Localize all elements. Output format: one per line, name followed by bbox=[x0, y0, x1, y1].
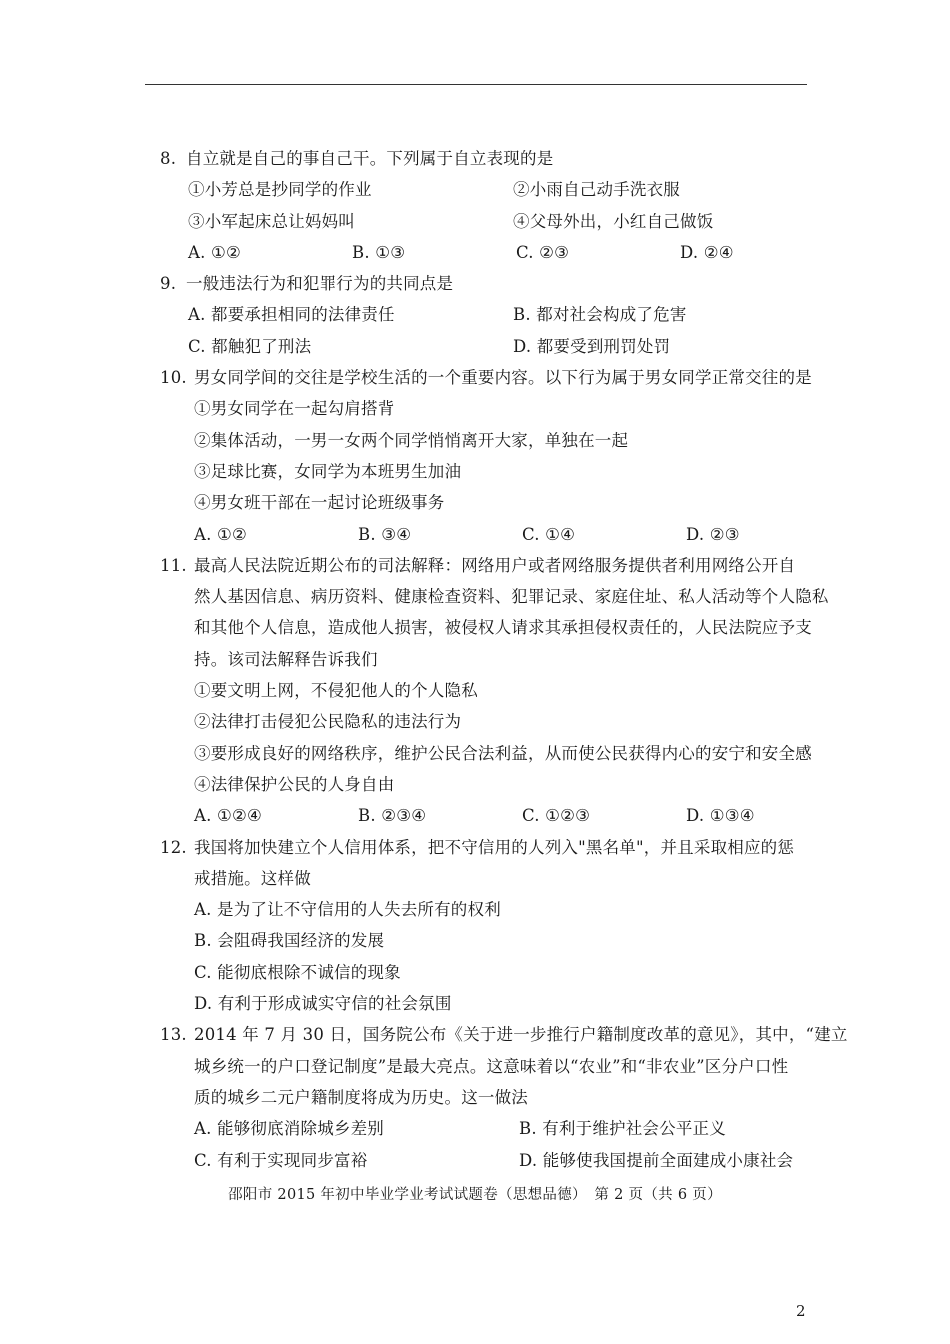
header-rule bbox=[145, 84, 807, 85]
choice-row bbox=[160, 299, 850, 330]
stem-line: 和其他个人信息，造成他人损害，被侵权人请求其承担侵权责任的，人民法院应予支 bbox=[194, 618, 812, 638]
question-11 bbox=[160, 550, 850, 832]
stem-line: 最高人民法院近期公布的司法解释：网络用户或者网络服务提供者利用网络公开自 bbox=[194, 555, 796, 575]
question-stem bbox=[160, 268, 850, 299]
question-text bbox=[186, 143, 850, 174]
question-10 bbox=[160, 362, 850, 550]
choice-option: B. ①③ bbox=[352, 242, 406, 262]
choice-option: B. 都对社会构成了危害 bbox=[513, 305, 687, 325]
statement-item: ②法律打击侵犯公民隐私的违法行为 bbox=[194, 712, 462, 732]
stem-line: 2014 年 7 月 30 日，国务院公布《关于进一步推行户籍制度改革的意见》，其中，“建立 bbox=[194, 1025, 848, 1045]
choice-option: C. 能彻底根除不诚信的现象 bbox=[194, 962, 401, 982]
question-number: 10. bbox=[160, 368, 187, 388]
question-8 bbox=[160, 143, 850, 268]
statement-item: ②集体活动，一男一女两个同学悄悄离开大家，单独在一起 bbox=[194, 430, 629, 450]
choice-option: D. 有利于形成诚实守信的社会氛围 bbox=[194, 994, 452, 1014]
question-text bbox=[186, 268, 850, 299]
choice-row bbox=[160, 1145, 850, 1176]
question-text bbox=[194, 362, 850, 393]
statement-item: ①要文明上网，不侵犯他人的个人隐私 bbox=[194, 681, 478, 701]
choice-option: A. ①② bbox=[188, 242, 241, 262]
page-number: 2 bbox=[796, 1302, 806, 1320]
question-number: 13. bbox=[160, 1025, 187, 1045]
question-number: 8. bbox=[160, 149, 177, 168]
choice-option: C. 有利于实现同步富裕 bbox=[194, 1150, 368, 1170]
statement-item: ①小芳总是抄同学的作业 bbox=[188, 180, 372, 200]
choice-option: D. ①③④ bbox=[686, 806, 755, 826]
choice-row bbox=[160, 1113, 850, 1144]
question-12 bbox=[160, 832, 850, 1020]
stem-line: 一般违法行为和犯罪行为的共同点是 bbox=[186, 274, 454, 294]
stem-line: 男女同学间的交往是学校生活的一个重要内容。以下行为属于男女同学正常交往的是 bbox=[194, 368, 812, 388]
choice-option: C. 都触犯了刑法 bbox=[188, 336, 312, 356]
question-text bbox=[194, 550, 850, 675]
question-stem bbox=[160, 832, 850, 895]
choice-row bbox=[160, 331, 850, 362]
stem-line: 然人基因信息、病历资料、健康检查资料、犯罪记录、家庭住址、私人活动等个人隐私 bbox=[194, 587, 829, 607]
question-13 bbox=[160, 1019, 850, 1175]
question-number: 12. bbox=[160, 837, 187, 857]
statement-row bbox=[160, 206, 850, 237]
statement-item: ②小雨自己动手洗衣服 bbox=[513, 180, 680, 200]
choice-option: A. 是为了让不守信用的人失去所有的权利 bbox=[194, 900, 501, 920]
statement-item: ①男女同学在一起勾肩搭背 bbox=[194, 399, 395, 419]
choice-row bbox=[160, 519, 850, 550]
statement-item: ③足球比赛，女同学为本班男生加油 bbox=[194, 461, 462, 481]
stem-line: 持。该司法解释告诉我们 bbox=[194, 649, 378, 669]
question-stem bbox=[160, 362, 850, 393]
stem-line: 我国将加快建立个人信用体系，把不守信用的人列入"黑名单"，并且采取相应的惩 bbox=[194, 837, 795, 857]
choice-option: A. 都要承担相同的法律责任 bbox=[188, 305, 395, 325]
page-footer: 邵阳市 2015 年初中毕业学业考试试题卷（思想品德） 第 2 页（共 6 页） bbox=[228, 1187, 722, 1203]
statement-item: ③小军起床总让妈妈叫 bbox=[188, 211, 355, 231]
statement-row bbox=[160, 174, 850, 205]
question-number: 11. bbox=[160, 555, 187, 575]
statement-item: ③要形成良好的网络秩序，维护公民合法利益，从而使公民获得内心的安宁和安全感 bbox=[194, 743, 812, 763]
question-stem bbox=[160, 1019, 850, 1113]
stem-line: 戒措施。这样做 bbox=[194, 868, 311, 888]
exam-content bbox=[160, 143, 850, 1176]
choice-row bbox=[160, 800, 850, 831]
choice-option: B. 有利于维护社会公平正义 bbox=[519, 1119, 726, 1139]
question-stem bbox=[160, 550, 850, 675]
stem-line: 自立就是自己的事自己干。下列属于自立表现的是 bbox=[186, 149, 554, 168]
choice-option: D. 能够使我国提前全面建成小康社会 bbox=[519, 1150, 794, 1170]
question-text bbox=[194, 1019, 850, 1113]
choice-option: C. ②③ bbox=[516, 242, 570, 262]
choice-option: D. ②③ bbox=[686, 524, 740, 544]
question-number: 9. bbox=[160, 274, 177, 294]
choice-option: C. ①②③ bbox=[522, 806, 591, 826]
question-text bbox=[194, 832, 850, 895]
choice-option: B. ②③④ bbox=[358, 806, 427, 826]
choice-option: D. 都要受到刑罚处罚 bbox=[513, 336, 671, 356]
choice-option: B. ③④ bbox=[358, 524, 412, 544]
choice-option: A. ①②④ bbox=[194, 806, 262, 826]
question-9 bbox=[160, 268, 850, 362]
stem-line: 质的城乡二元户籍制度将成为历史。这一做法 bbox=[194, 1087, 528, 1107]
choice-option: C. ①④ bbox=[522, 524, 576, 544]
choice-row bbox=[160, 237, 850, 268]
choice-option: A. ①② bbox=[194, 524, 247, 544]
statement-item: ④父母外出，小红自己做饭 bbox=[513, 211, 714, 231]
question-stem bbox=[160, 143, 850, 174]
statement-item: ④男女班干部在一起讨论班级事务 bbox=[194, 493, 445, 513]
choice-option: A. 能够彻底消除城乡差别 bbox=[194, 1119, 385, 1139]
statement-item: ④法律保护公民的人身自由 bbox=[194, 774, 395, 794]
choice-option: D. ②④ bbox=[680, 242, 734, 262]
stem-line: 城乡统一的户口登记制度”是最大亮点。这意味着以“农业”和“非农业”区分户口性 bbox=[194, 1056, 789, 1076]
choice-option: B. 会阻碍我国经济的发展 bbox=[194, 931, 385, 951]
